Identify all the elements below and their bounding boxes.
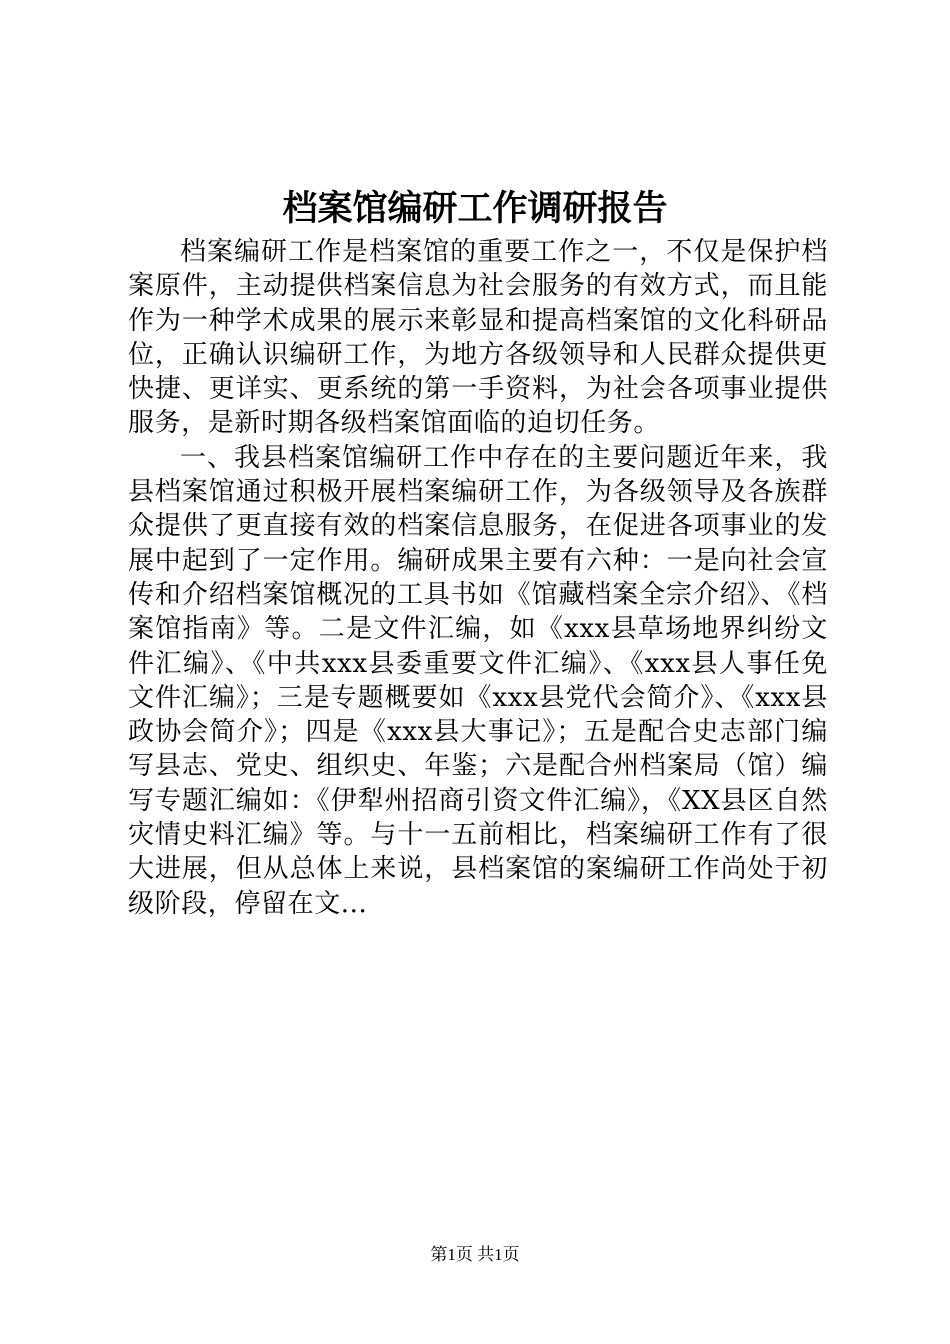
- document-body: [128, 235, 828, 921]
- document-title: 档案馆编研工作调研报告: [282, 189, 668, 229]
- paragraph-problems: 一、我县档案馆编研工作中存在的主要问题近年来，我县档案馆通过积极开展档案编研工作，为各级领导及各族群众提供了更直接有效的档案信息服务，在促进各项事业的发展中起到了一定作用。编研成果主要有六种：一是向社会宣传和介绍档案馆概况的工具书如《馆藏档案全宗介绍》、《档案馆指南》等。二是文件汇编，如《xxx县草场地界纠纷文件汇编》、《中共xxx县委重要文件汇编》、《xxx县人事任免文件汇编》；三是专题概要如《xxx县党代会简介》、《xxx县政协会简介》；四是《xxx县大事记》；五是配合史志部门编写县志、党史、组织史、年鉴；六是配合州档案局（馆）编写专题汇编如：《伊犁州招商引资文件汇编》，《XX县区自然灾情史料汇编》等。与十一五前相比，档案编研工作有了很大进展，但从总体上来说，县档案馆的案编研工作尚处于初级阶段，停留在文...: [128, 442, 828, 919]
- paragraph-intro: 档案编研工作是档案馆的重要工作之一，不仅是保护档案原件，主动提供档案信息为社会服务的有效方式，而且能作为一种学术成果的展示来彰显和提高档案馆的文化科研品位，正确认识编研工作，为地方各级领导和人民群众提供更快捷、更详实、更系统的第一手资料，为社会各项事业提供服务，是新时期各级档案馆面临的迫切任务。: [128, 237, 828, 439]
- page-footer: 第1页 共1页: [430, 1245, 520, 1264]
